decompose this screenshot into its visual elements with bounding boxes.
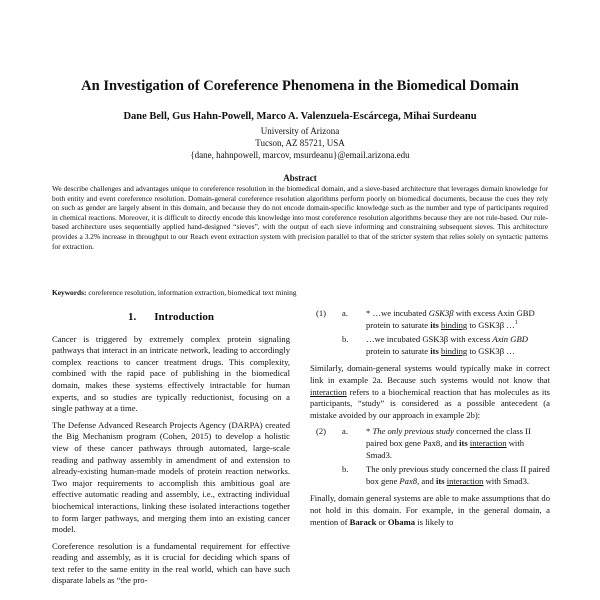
example-2 [310,426,550,487]
example-2a: a. * The only previous study concerned the class II paired box gene Pax8, and its interaction with Smad3. [342,426,531,460]
intro-paragraph-3: Coreference resolution is a fundamental requirement for effective reading and assembly, as it is crucial for deciding which spans of text refer to the same entity in the real world, which can have such disparate labels as “the pro- [52,540,290,586]
section-number: 1. [128,311,137,323]
example-1a: a. * …we incubated GSK3β with excess Axin GBD protein to saturate its binding to GSK3β …$^1$ [342,308,535,330]
intro-paragraph-2: The Defense Advanced Research Projects Agency (DARPA) created the Big Mechanism program (Cohen, 2015) to develop a holistic view of these cancer pathways through automated, large-scale reading and pathway assembly in amendment of and extension to already-existing human-made models of protein reaction networks. Two major requirements to accomplish this ambitious goal are effective automatic reading and assembly, i.e., extracting individual biochemical interactions, linking these isolated interactions together to form larger pathways, and merging them into an existing cancer model. [52,419,290,535]
keywords [52,288,548,297]
left-column [52,308,290,592]
example-number: (2) [316,426,327,437]
paper-title: An Investigation of Coreference Phenomena in the Biomedical Domain [81,78,519,94]
paper-authors: Dane Bell, Gus Hahn-Powell, Marco A. Valenzuela-Escárcega, Mihai Surdeanu [123,111,477,122]
example-2b: b. The only previous study concerned the class II paired box gene Pax8, and its interaction with Smad3. [342,464,550,486]
example-number: (1) [316,308,327,318]
intro-paragraph-1: Cancer is triggered by extremely complex protein signaling pathways that interact in an intricate network, leading to accordingly complex reactions to cancer treatment drugs. This complexity, combined with the rapid pace of publishing in the biomedical domain, makes these systems effectively intractable for human experts, and so studies are typically reductionist, focusing on a single pathway at a time. [52,333,290,414]
section-title: Introduction [154,311,214,323]
keywords-text: coreference resolution, information extraction, biomedical text mining [88,288,297,297]
author-emails: {dane, hahnpowell, marcov, msurdeanu}@email.arizona.edu [190,150,410,160]
footnote-marker: 1 [514,319,518,326]
example-1b: b. …we incubated GSK3β with excess Axin GBD protein to saturate its binding to GSK3β … [342,334,528,356]
right-paragraph-1: Similarly, domain-general systems would typically make in correct link in example 2a. Because such systems would not know that interaction refers to a biochemical reaction that has molecules as its participants, “study” is considered as a possible antecedent (a mistake avoided by our approach in example 2b): [310,363,550,420]
abstract-heading: Abstract [283,173,317,183]
example-1 [310,308,550,357]
affiliation: University of Arizona [260,126,340,136]
keywords-label: Keywords: [52,288,87,297]
right-paragraph-2: Finally, domain general systems are able to make assumptions that do not hold in this domain. For example, in the general domain, a mention of Barack or Obama is likely to [310,493,550,527]
address: Tucson, AZ 85721, USA [255,138,345,148]
right-column [310,308,550,533]
section-heading [52,312,290,324]
abstract-text: We describe challenges and advantages unique to coreference resolution in the biomedical domain, and a sieve-based architecture that leverages domain knowledge for both entity and event coreference resolution. Domain-general coreference resolution algorithms perform poorly on biomedical documents, because the cues they rely on such as gender are largely absent in this domain, and because they do not encode domain-specific knowledge such as the number and type of participants required in chemical reactions. Moreover, it is difficult to directly encode this knowledge into most coreference resolution algorithms because they are not rule-based. Our rule-based architecture uses sequentially applied hand-designed “sieves”, with the output of each sieve informing and constraining subsequent sieves. This architecture provides a 3.2% increase in throughput to our Reach event extraction system with precision parallel to that of the stricter system that relies solely on syntactic patterns for extraction. [52,184,548,251]
